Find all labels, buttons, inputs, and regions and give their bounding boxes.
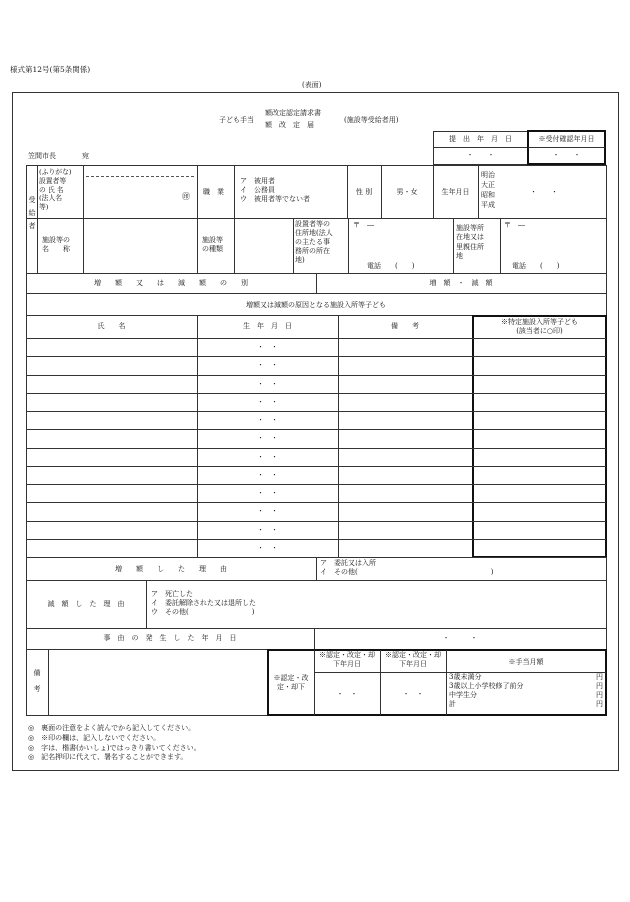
title-line1: 額改定認定請求書 — [265, 109, 321, 117]
col-birth-header: 生 年 月 日 — [243, 322, 292, 330]
child-name-field[interactable] — [27, 394, 197, 411]
note-item: ◎ 裏面の注意をよく読んでから記入してください。 — [28, 724, 196, 732]
child-birth-field[interactable]: ・ ・ — [257, 434, 278, 443]
occupation-label: 職 業 — [203, 188, 224, 196]
remarks-field[interactable] — [49, 650, 267, 714]
increase-reason-options[interactable]: ア 委託又は入所 イ その他( ) — [320, 559, 494, 577]
col-name-header: 氏 名 — [97, 322, 126, 330]
era-options[interactable]: 明治 大正 昭和 平成 — [481, 171, 495, 210]
child-birth-field[interactable]: ・ ・ — [257, 379, 278, 388]
child-birth-field[interactable]: ・ ・ — [257, 416, 278, 424]
submission-date-label: 提 出 年 月 日 — [449, 135, 512, 143]
child-birth-field[interactable]: ・ ・ — [257, 543, 278, 552]
child-name-field[interactable] — [27, 485, 197, 502]
child-row — [27, 522, 606, 539]
title-suffix: (施設等受給者用) — [344, 116, 399, 124]
child-special-field[interactable] — [473, 485, 605, 502]
facility-postal-field[interactable]: 〒 ― — [504, 221, 525, 229]
child-note-field[interactable] — [338, 357, 472, 374]
child-note-field[interactable] — [338, 339, 472, 356]
change-type-label: 増 額 又 は 減 額 の 別 — [94, 279, 248, 287]
receipt-date-field: ・ ・ — [552, 151, 581, 159]
occurrence-date-label: 事 由 の 発 生 し た 年 月 日 — [103, 634, 237, 642]
child-special-field[interactable] — [473, 522, 605, 539]
col-note-header: 備 考 — [391, 322, 419, 330]
child-special-field[interactable] — [473, 540, 605, 557]
notes — [28, 724, 201, 763]
child-name-field[interactable] — [27, 376, 197, 393]
child-row — [27, 540, 606, 557]
facility-name-field[interactable] — [84, 219, 196, 272]
child-birth-field[interactable]: ・ ・ — [257, 361, 278, 370]
children-section-title: 増額又は減額の原因となる施設入所等子ども — [246, 301, 386, 309]
child-note-field[interactable] — [338, 412, 472, 429]
child-row — [27, 412, 606, 429]
child-row — [27, 339, 606, 356]
installer-phone-field[interactable]: 電話 ( ) — [367, 262, 415, 270]
child-birth-field[interactable]: ・ ・ — [257, 452, 278, 461]
decrease-reason-options[interactable]: ア 死亡した イ 委託解除された又は退所した ウ その他( ) — [151, 590, 256, 617]
birth-date-field[interactable]: ・ ・ — [530, 188, 558, 196]
child-row — [27, 467, 606, 484]
decrease-reason-label: 減 額 し た 理 由 — [47, 600, 125, 608]
occurrence-date-field[interactable]: ・ ・ — [442, 634, 478, 642]
child-note-field[interactable] — [338, 540, 472, 557]
sex-label: 性 別 — [355, 188, 373, 196]
child-note-field[interactable] — [338, 394, 472, 411]
child-row — [27, 430, 606, 447]
recipient-section-label: 受 給 者 — [28, 196, 36, 231]
child-note-field[interactable] — [338, 485, 472, 502]
child-special-field[interactable] — [473, 449, 605, 466]
child-name-field[interactable] — [27, 412, 197, 429]
facility-type-label: 施設等 の種類 — [202, 236, 223, 254]
installer-address-label: 設置者等の 住所地(法人 の主たる事 務所の所在 地) — [295, 220, 333, 265]
child-birth-field[interactable]: ・ ・ — [257, 507, 278, 516]
sex-field[interactable]: 男・女 — [396, 188, 418, 196]
child-birth-field[interactable]: ・ ・ — [257, 525, 278, 534]
facility-type-field[interactable] — [235, 219, 292, 272]
child-special-field[interactable] — [473, 503, 605, 520]
child-row — [27, 357, 606, 374]
child-birth-field[interactable]: ・ ・ — [257, 343, 278, 351]
receipt-date-label: ※受付確認年月日 — [538, 135, 595, 143]
child-birth-field[interactable]: ・ ・ — [257, 489, 278, 497]
submission-date-field[interactable]: ・ ・ — [466, 151, 495, 159]
side-label: (表面) — [302, 81, 322, 89]
child-name-field[interactable] — [27, 430, 197, 447]
child-special-field[interactable] — [473, 412, 605, 429]
occupation-options[interactable]: ア 被用者 イ 公務員 ウ 被用者等でない者 — [240, 177, 310, 204]
furigana-field[interactable] — [84, 166, 197, 176]
facility-phone-field[interactable]: 電話 ( ) — [512, 262, 560, 270]
title-prefix: 子ども手当 — [219, 116, 254, 124]
note-item: ◎ 記名押印に代えて、署名することができます。 — [28, 753, 188, 762]
birth-date-label: 生年月日 — [441, 188, 470, 196]
installer-name-field[interactable] — [84, 177, 179, 217]
decision-date2-field: ・ ・ — [402, 690, 424, 698]
child-note-field[interactable] — [338, 430, 472, 447]
child-name-field[interactable] — [27, 449, 197, 466]
allowance-rows: 3歳未満分 円 3歳以上小学校修了前分 円 中学生分 円 計 円 — [449, 673, 603, 708]
child-row — [27, 449, 606, 466]
decision-date1-field: ・ ・ — [336, 690, 358, 698]
change-type-field[interactable]: 増 額 ・ 減 額 — [429, 279, 493, 287]
decision-date1-label: ※認定・改定・却 下年月日 — [319, 651, 375, 669]
child-note-field[interactable] — [338, 376, 472, 393]
form-number: 様式第12号(第5条関係) — [10, 65, 91, 74]
child-special-field[interactable] — [473, 376, 605, 393]
child-name-field[interactable] — [27, 503, 197, 520]
child-note-field[interactable] — [338, 449, 472, 466]
col-special-sub: (該当者に○印) — [516, 327, 563, 335]
child-name-field[interactable] — [27, 540, 197, 557]
allowance-label: ※手当月額 — [508, 658, 544, 666]
addressee-suffix: 宛 — [82, 152, 89, 160]
child-birth-field[interactable]: ・ ・ — [257, 470, 278, 479]
installer-name-label: (ふりがな) 設置者等 の 氏 名 (法人名 等) — [39, 168, 72, 212]
child-row — [27, 485, 606, 502]
child-row — [27, 503, 606, 520]
seal-mark: ㊞ — [182, 192, 190, 201]
col-special-header: ※特定施設入所等子ども — [501, 318, 578, 326]
child-note-field[interactable] — [338, 467, 472, 484]
facility-address-label: 施設等所 在地又は 里親住所 地 — [456, 224, 484, 261]
addressee-city: 笠間市長 — [28, 152, 56, 160]
child-row — [27, 376, 606, 393]
decision-date2-label: ※認定・改定・却 下年月日 — [385, 651, 441, 669]
child-special-field[interactable] — [473, 394, 605, 411]
child-note-field[interactable] — [338, 503, 472, 520]
child-special-field[interactable] — [473, 430, 605, 447]
child-special-field[interactable] — [473, 467, 605, 484]
child-birth-field[interactable]: ・ ・ — [257, 397, 278, 406]
title-line2: 額 改 定 届 — [265, 121, 314, 129]
child-name-field[interactable] — [27, 339, 197, 356]
remarks-label: 備 考 — [33, 669, 41, 694]
child-name-field[interactable] — [27, 522, 197, 539]
child-note-field[interactable] — [338, 522, 472, 539]
note-item: ◎ ※印の欄は、記入しないでください。 — [28, 733, 161, 742]
note-item: ◎ 字は、楷書(かいしょ)ではっきり書いてください。 — [28, 743, 201, 752]
facility-name-label: 施設等の 名 称 — [42, 236, 70, 254]
installer-postal-field[interactable]: 〒 ― — [353, 221, 374, 229]
child-special-field[interactable] — [473, 357, 605, 374]
child-name-field[interactable] — [27, 357, 197, 374]
child-row — [27, 394, 606, 411]
child-name-field[interactable] — [27, 467, 197, 484]
increase-reason-label: 増 額 し た 理 由 — [115, 565, 227, 573]
child-special-field[interactable] — [473, 339, 605, 356]
decision-label: ※認定・改 定・却下 — [273, 674, 309, 692]
